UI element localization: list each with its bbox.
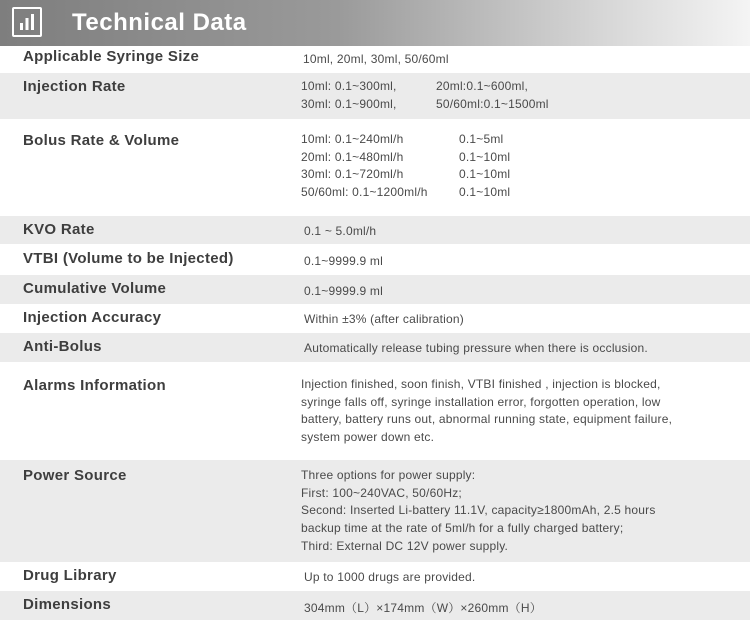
row-drug-library bbox=[0, 562, 750, 591]
row-label: Dimensions bbox=[23, 596, 112, 613]
row-label: Injection Accuracy bbox=[23, 309, 162, 326]
row-value-col1: 10ml: 0.1~240ml/h 20ml: 0.1~480ml/h 30ml: 0.1~720ml/h 50/60ml: 0.1~1200ml/h bbox=[301, 132, 428, 200]
row-label: Applicable Syringe Size bbox=[23, 48, 200, 65]
row-value: 10ml, 20ml, 30ml, 50/60ml bbox=[303, 52, 449, 66]
row-value-col2: 20ml:0.1~600ml, 50/60ml:0.1~1500ml bbox=[436, 79, 549, 111]
row-label: Anti-Bolus bbox=[23, 338, 102, 355]
row-value: Up to 1000 drugs are provided. bbox=[304, 570, 476, 584]
row-injection-accuracy bbox=[0, 304, 750, 333]
row-power-source bbox=[0, 460, 750, 562]
row-bolus bbox=[0, 119, 750, 216]
row-label: Power Source bbox=[23, 467, 127, 484]
row-label: Alarms Information bbox=[23, 377, 166, 394]
row-value: 0.1~9999.9 ml bbox=[304, 254, 383, 268]
row-dimensions bbox=[0, 591, 750, 620]
row-anti-bolus bbox=[0, 333, 750, 362]
row-label: Cumulative Volume bbox=[23, 280, 167, 297]
row-vtbi bbox=[0, 244, 750, 275]
bar-chart-icon bbox=[12, 7, 42, 37]
row-value: Injection finished, soon finish, VTBI finished , injection is blocked, syringe falls off, syringe installation error, forgotten operation, low battery, battery runs out, abnormal running state, equipment failure, system power down etc. bbox=[301, 377, 673, 445]
row-value-col1: 10ml: 0.1~300ml, 30ml: 0.1~900ml, bbox=[301, 79, 397, 111]
header-banner bbox=[0, 0, 750, 46]
row-label: KVO Rate bbox=[23, 221, 95, 238]
page-title: Technical Data bbox=[72, 9, 247, 36]
row-injection-rate bbox=[0, 73, 750, 119]
row-label: Bolus Rate & Volume bbox=[23, 132, 180, 149]
row-value: 0.1 ~ 5.0ml/h bbox=[304, 224, 377, 238]
row-label: Drug Library bbox=[23, 567, 117, 584]
row-value-col2: 0.1~5ml 0.1~10ml 0.1~10ml 0.1~10ml bbox=[459, 132, 511, 200]
row-value: Automatically release tubing pressure when there is occlusion. bbox=[304, 341, 648, 355]
row-alarms bbox=[0, 362, 750, 460]
row-syringe-size bbox=[0, 46, 750, 73]
row-label: Injection Rate bbox=[23, 78, 126, 95]
row-value: Within ±3% (after calibration) bbox=[304, 312, 464, 326]
row-value: 0.1~9999.9 ml bbox=[304, 284, 383, 298]
row-label: VTBI (Volume to be Injected) bbox=[23, 250, 234, 267]
row-value: Three options for power supply: First: 100~240VAC, 50/60Hz; Second: Inserted Li-battery 11.1V, capacity≥1800mAh, 2.5 hours backup time at the rate of 5ml/h for a fully charged battery; Third: External DC 12V power supply. bbox=[301, 468, 656, 553]
row-kvo-rate bbox=[0, 216, 750, 244]
row-value: 304mm（L）×174mm（W）×260mm（H） bbox=[304, 601, 542, 615]
row-cumulative-volume bbox=[0, 275, 750, 304]
